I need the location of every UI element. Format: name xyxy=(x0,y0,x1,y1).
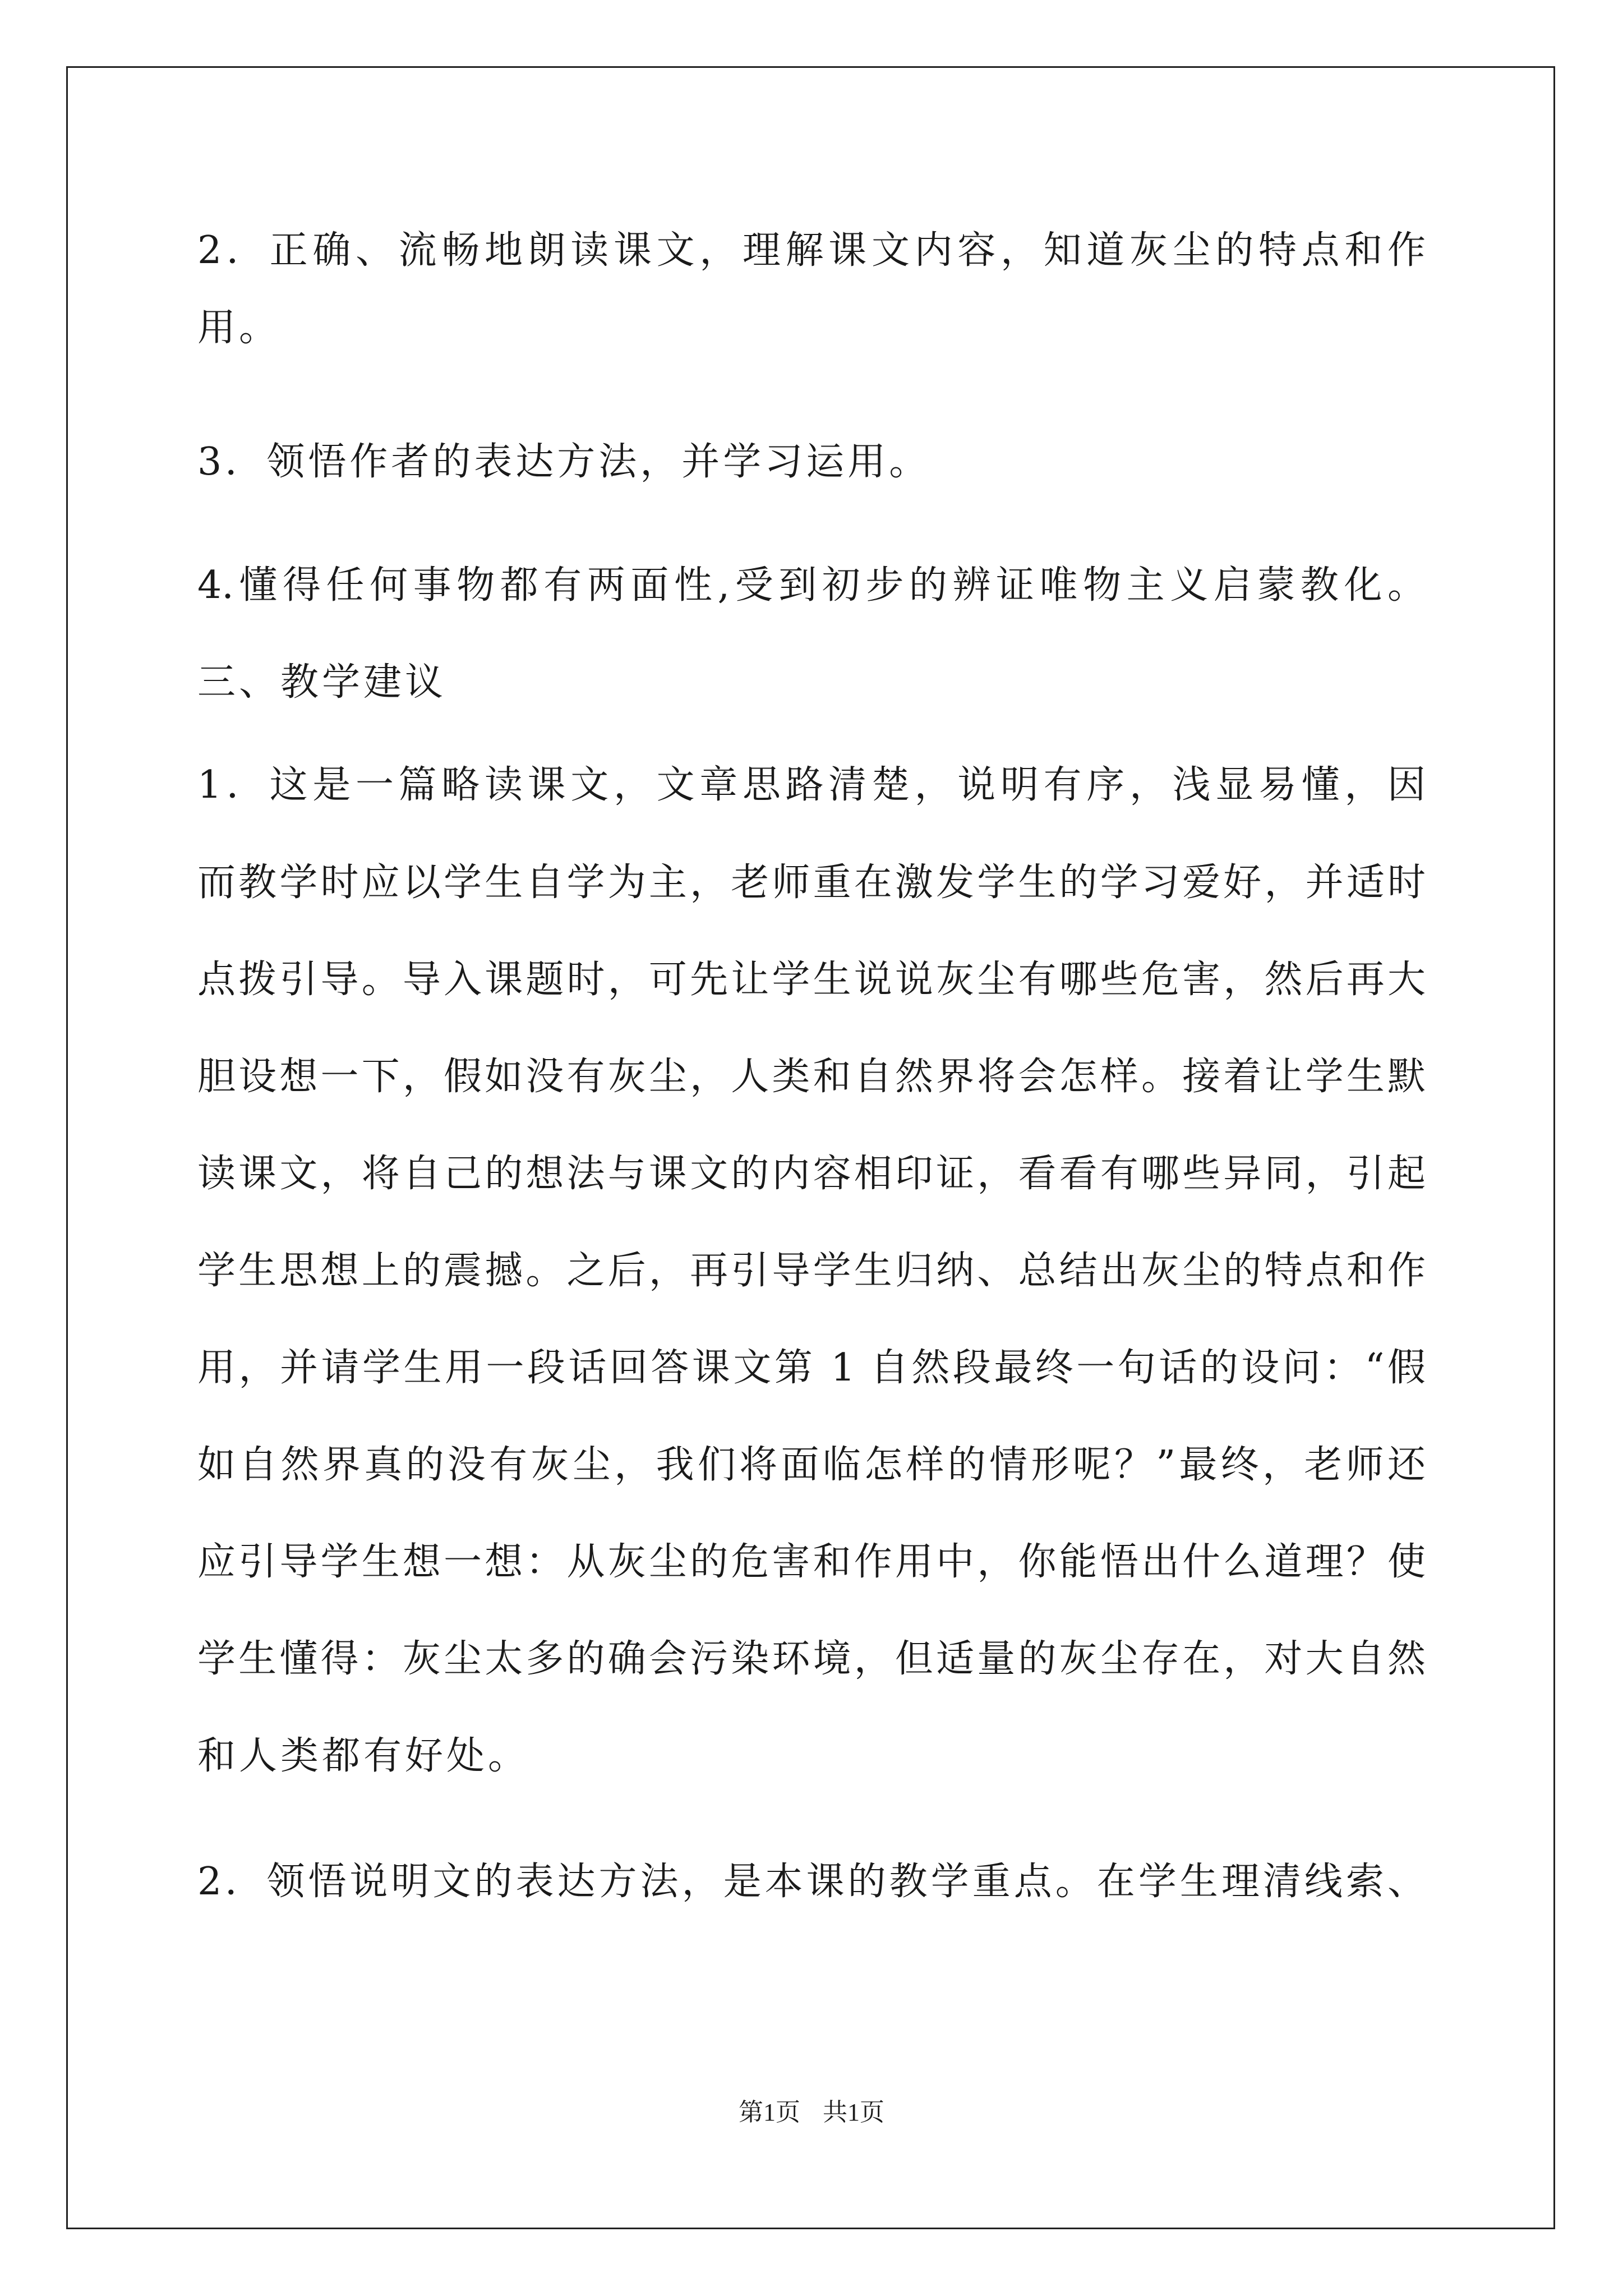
body-line-3: 3．领悟作者的表达方法，并学习运用。 xyxy=(197,440,931,484)
body-line-7: 而教学时应以学生自学为主，老师重在激发学生的学习爱好，并适时 xyxy=(197,861,1426,905)
body-line-9: 胆设想一下，假如没有灰尘，人类和自然界将会怎样。接着让学生默 xyxy=(197,1055,1426,1099)
body-line-15: 学生懂得：灰尘太多的确会污染环境，但适量的灰尘存在，对大自然 xyxy=(197,1637,1426,1681)
body-line-10: 读课文，将自己的想法与课文的内容相印证，看看有哪些异同，引起 xyxy=(197,1152,1426,1196)
page-number-total: 共1页 xyxy=(823,2099,884,2126)
body-line-6: 1．这是一篇略读课文，文章思路清楚，说明有序，浅显易懂，因 xyxy=(197,763,1426,807)
page-number-current: 第1页 xyxy=(739,2099,800,2126)
section-heading-teaching-suggestions: 三、教学建议 xyxy=(197,660,447,705)
body-line-4: 4.懂得任何事物都有两面性,受到初步的辨证唯物主义启蒙教化。 xyxy=(197,563,1426,608)
body-line-12: 用，并请学生用一段话回答课文第 1 自然段最终一句话的设问：“假 xyxy=(197,1346,1426,1390)
body-line-14: 应引导学生想一想：从灰尘的危害和作用中，你能悟出什么道理？使 xyxy=(197,1540,1426,1584)
body-line-2: 用。 xyxy=(197,306,281,350)
body-line-1: 2．正确、流畅地朗读课文，理解课文内容，知道灰尘的特点和作 xyxy=(197,228,1426,273)
body-line-13: 如自然界真的没有灰尘，我们将面临怎样的情形呢？”最终，老师还 xyxy=(197,1443,1426,1487)
body-line-17: 2．领悟说明文的表达方法，是本课的教学重点。在学生理清线索、 xyxy=(197,1860,1426,1904)
body-line-11: 学生思想上的震撼。之后，再引导学生归纳、总结出灰尘的特点和作 xyxy=(197,1249,1426,1293)
body-line-8: 点拨引导。导入课题时，可先让学生说说灰尘有哪些危害，然后再大 xyxy=(197,958,1426,1002)
body-line-16: 和人类都有好处。 xyxy=(197,1734,530,1778)
page-footer xyxy=(0,2097,1623,2128)
